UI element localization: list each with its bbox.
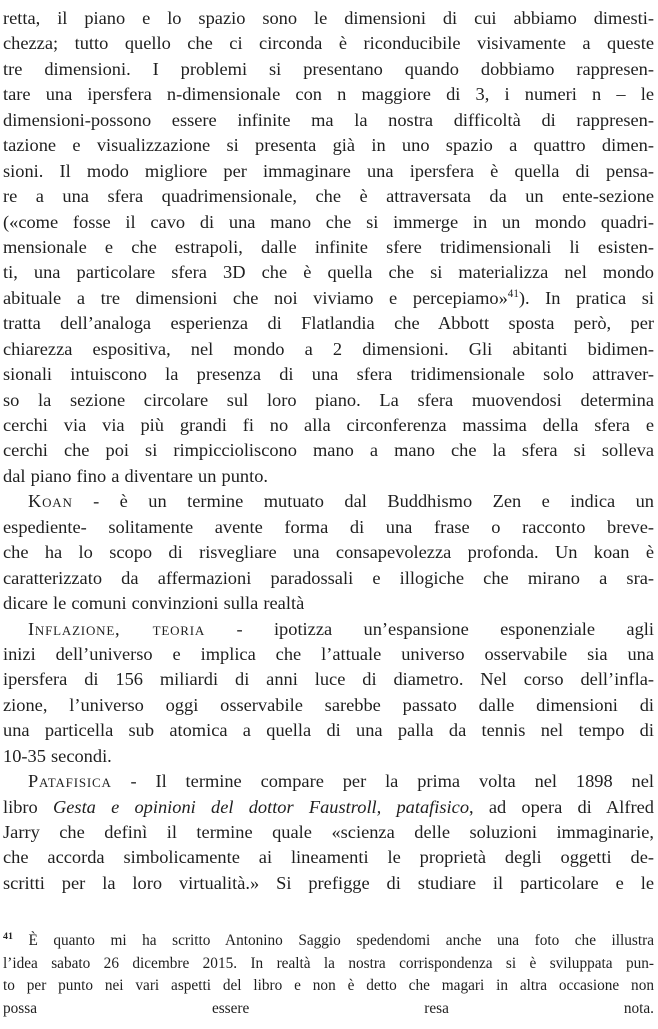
paragraph bbox=[3, 769, 654, 896]
text-line bbox=[3, 744, 654, 769]
paragraph bbox=[3, 617, 654, 770]
footnote-line bbox=[3, 975, 654, 998]
text-line bbox=[3, 438, 654, 463]
text-run: che ha lo scopo di risvegliare una consapevolezza profonda. Un koan è bbox=[3, 542, 654, 563]
text-line bbox=[3, 845, 654, 870]
text-run: sioni. Il modo migliore per immaginare una ipersfera è quella di pensa- bbox=[3, 160, 654, 181]
text-line bbox=[3, 210, 654, 235]
text-line bbox=[3, 871, 654, 896]
text-line bbox=[3, 540, 654, 565]
text-run: re a una sfera quadrimensionale, che è attraversata da un ente-sezione bbox=[3, 186, 654, 207]
text-run: ). In pratica si bbox=[518, 287, 654, 308]
text-line bbox=[3, 159, 654, 184]
text-run: scritti per la loro virtualità.» Si prefigge di studiare il particolare e le bbox=[3, 872, 654, 893]
text-line bbox=[3, 286, 654, 311]
text-run: 10-35 secondi. bbox=[3, 745, 112, 766]
text-run: mensionale e che estrapoli, dalle infinite sfere tridimensionali li esisten- bbox=[3, 236, 654, 257]
text-run: sionali intuiscono la presenza di una sfera tridimensionale solo attraver- bbox=[3, 364, 654, 385]
text-line bbox=[3, 133, 654, 158]
text-line bbox=[3, 184, 654, 209]
text-run: , ad opera di Alfred bbox=[469, 796, 654, 817]
text-run: so la sezione circolare sul loro piano. La sfera muovendosi determina bbox=[3, 389, 654, 410]
footnote-line bbox=[3, 953, 654, 976]
text-run: chiarezza espositiva, nel mondo a 2 dimensioni. Gli abitanti bidimen- bbox=[3, 338, 654, 359]
footnote bbox=[3, 930, 654, 1020]
text-run: («come fosse il cavo di una mano che si immerge in un mondo quadri- bbox=[3, 211, 654, 232]
text-line bbox=[3, 31, 654, 56]
text-run: chezza; tutto quello che ci circonda è riconducibile visivamente a queste bbox=[3, 33, 654, 54]
text-run: tratta dell’analoga esperienza di Flatlandia che Abbott sposta però, per bbox=[3, 313, 654, 334]
text-line bbox=[3, 337, 654, 362]
text-run: abituale a tre dimensioni che noi viviamo e percepiamo» bbox=[3, 287, 508, 308]
text-run: zione, l’universo oggi osservabile sarebbe passato dalle dimensioni di bbox=[3, 694, 654, 715]
main-text bbox=[3, 6, 654, 896]
text-line bbox=[3, 388, 654, 413]
text-run: libro bbox=[3, 796, 53, 817]
text-run: inizi dell’universo e implica che l’attuale universo osservabile sia una bbox=[3, 643, 654, 664]
text-run: cerchi via via più grandi fi no alla circonferenza massima della sfera e bbox=[3, 415, 654, 435]
smallcaps-term: Patafisica bbox=[28, 771, 112, 792]
text-run: retta, il piano e lo spazio sono le dimensioni di cui abbiamo dimesti- bbox=[3, 8, 654, 28]
text-line bbox=[3, 413, 654, 438]
text-run: l’idea sabato 26 dicembre 2015. In realtà la nostra corrispondenza si è sviluppata pun- bbox=[3, 954, 654, 972]
text-run: tazione e visualizzazione si presenta già in uno spazio a quattro dimen- bbox=[3, 135, 654, 156]
smallcaps-term: Koan bbox=[28, 491, 73, 512]
text-line bbox=[3, 667, 654, 692]
text-line bbox=[3, 642, 654, 667]
text-line bbox=[3, 311, 654, 336]
paragraph bbox=[3, 6, 654, 489]
text-line bbox=[3, 515, 654, 540]
text-run: tre dimensioni. I problemi si presentano quando dobbiamo rappresen- bbox=[3, 58, 654, 79]
footnote-line bbox=[3, 998, 654, 1021]
text-line bbox=[3, 718, 654, 743]
text-run: - Il termine compare per la prima volta nel 1898 nel bbox=[111, 771, 654, 792]
smallcaps-term: Inflazione, teoria bbox=[28, 618, 206, 639]
text-run: È quanto mi ha scritto Antonino Saggio spedendomi anche una foto che illustra bbox=[12, 932, 654, 950]
text-run: - ipotizza un’espansione esponenziale agli bbox=[205, 618, 654, 639]
text-run: una particella sub atomica a quella di una palla da tennis nel tempo di bbox=[3, 720, 654, 741]
text-line bbox=[3, 489, 654, 514]
footnote-line bbox=[3, 930, 654, 953]
text-line bbox=[3, 820, 654, 845]
text-line bbox=[3, 260, 654, 285]
text-run: possa essere resa nota. bbox=[3, 999, 654, 1017]
text-line bbox=[3, 795, 654, 820]
text-run: Jarry che definì il termine quale «scienza delle soluzioni immaginarie, bbox=[3, 822, 654, 842]
text-run: dicare le comuni convinzioni sulla realtà bbox=[3, 593, 305, 614]
text-line bbox=[3, 769, 654, 794]
text-line bbox=[3, 464, 654, 489]
text-line bbox=[3, 57, 654, 82]
text-run: caratterizzato da affermazioni paradossali e illogiche che mirano a sra- bbox=[3, 567, 654, 588]
text-run: tare una ipersfera n-dimensionale con n maggiore di 3, i numeri n – le bbox=[3, 84, 654, 105]
text-line bbox=[3, 6, 654, 31]
text-run: espediente- solitamente avente forma di una frase o racconto breve- bbox=[3, 516, 654, 537]
footnote-ref: 41 bbox=[507, 287, 519, 300]
text-line bbox=[3, 566, 654, 591]
text-line bbox=[3, 82, 654, 107]
text-run: ipersfera di 156 miliardi di anni luce di diametro. Nel corso dell’infla- bbox=[3, 669, 654, 690]
text-run: dal piano fino a diventare un punto. bbox=[3, 465, 268, 486]
text-run: to per punto nei vari aspetti del libro e non è detto che magari in altra occasione non bbox=[3, 977, 654, 995]
paragraph bbox=[3, 489, 654, 616]
text-run: che accorda simbolicamente ai lineamenti le proprietà degli oggetti de- bbox=[3, 847, 654, 868]
text-line bbox=[3, 362, 654, 387]
text-run: ti, una particolare sfera 3D che è quella che si materializza nel mondo bbox=[3, 262, 654, 283]
text-line bbox=[3, 591, 654, 616]
italic-title: Gesta e opinioni del dottor Faustroll, patafisico bbox=[52, 796, 470, 817]
text-line bbox=[3, 108, 654, 133]
text-line bbox=[3, 235, 654, 260]
text-run: - è un termine mutuato dal Buddhismo Zen e indica un bbox=[72, 491, 654, 512]
text-line bbox=[3, 693, 654, 718]
text-run: cerchi che poi si rimpiccioliscono mano a mano che la sfera si solleva bbox=[3, 440, 654, 461]
footnote-marker: 41 bbox=[3, 931, 13, 943]
text-line bbox=[3, 617, 654, 642]
text-run: dimensioni-possono essere infinite ma la nostra difficoltà di rappresen- bbox=[3, 109, 654, 130]
